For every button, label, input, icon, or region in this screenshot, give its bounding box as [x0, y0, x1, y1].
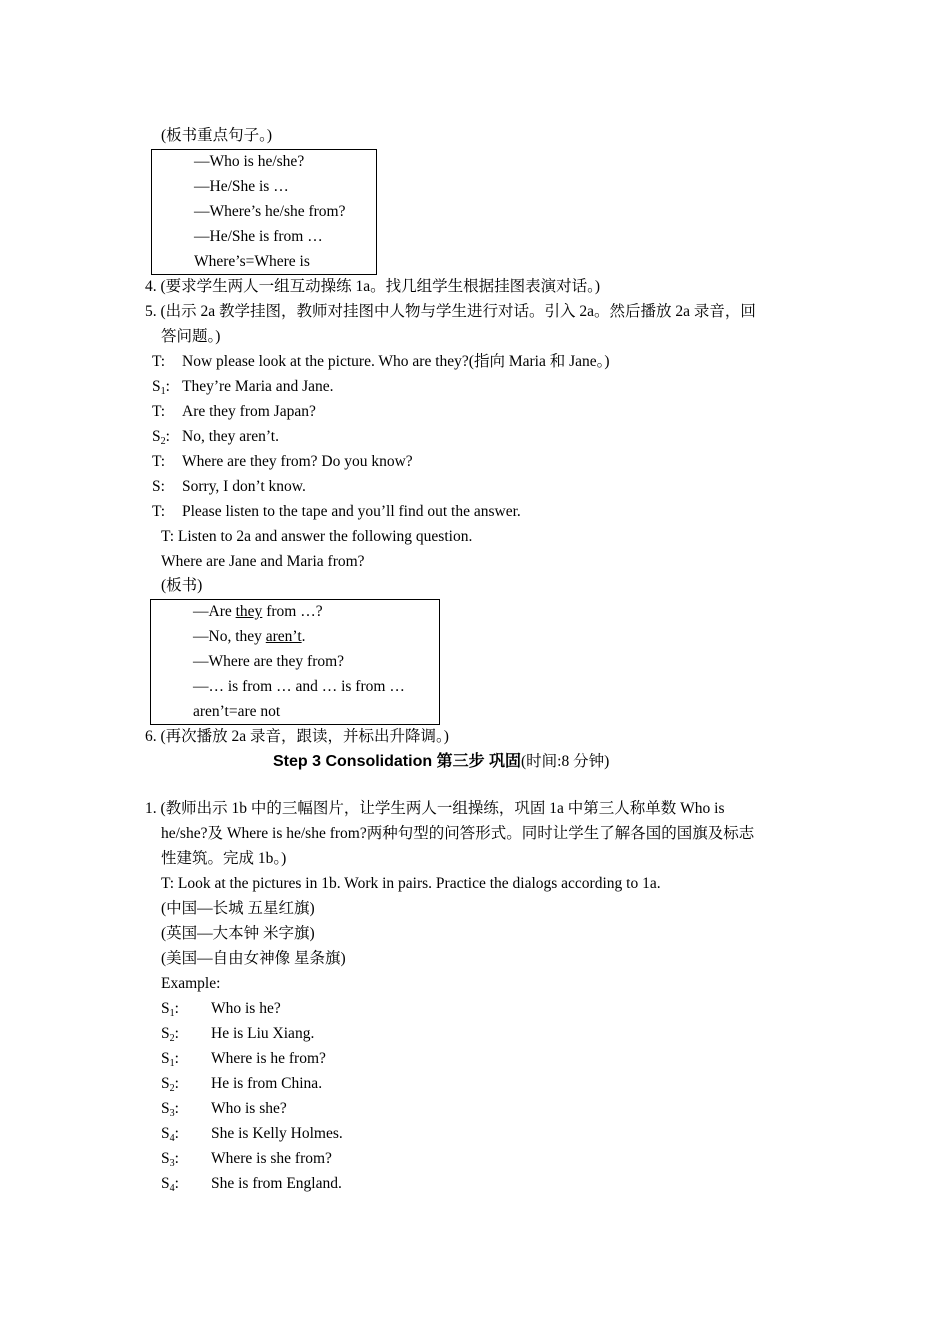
example-text: He is Liu Xiang.: [211, 1025, 315, 1042]
example-label: Example:: [161, 975, 221, 992]
example-speaker: $S_2$:: [161, 1075, 179, 1094]
dialog-text: Now please look at the picture. Who are they?(指向 Maria 和 Jane。): [182, 353, 610, 370]
example-text: Where is she from?: [211, 1150, 332, 1167]
dialog-speaker: T:: [152, 503, 166, 520]
board-box-2-line: —No, they aren’t.: [193, 628, 306, 645]
example-speaker: $S_3$:: [161, 1100, 179, 1119]
dialog-speaker: $S_1$:: [152, 378, 170, 397]
country-line: (中国—长城 五星红旗): [161, 900, 315, 917]
dialog-speaker: S:: [152, 478, 165, 495]
example-text: She is from England.: [211, 1175, 342, 1192]
example-text: Who is she?: [211, 1100, 287, 1117]
step3-item-1-line-1: 1. (教师出示 1b 中的三幅图片，让学生两人一组操练，巩固 1a 中第三人称单数 Who is: [145, 800, 725, 817]
board-box-1-line: —He/She is …: [194, 178, 289, 195]
dialog-text: Please listen to the tape and you’ll find out the answer.: [182, 503, 521, 520]
step-3-time: (时间:8 分钟): [521, 753, 610, 770]
step-3-heading: Step 3 Consolidation 第三步 巩固(时间:8 分钟): [273, 753, 610, 770]
dialog-speaker: T:: [152, 353, 166, 370]
board-box-1-line: —Who is he/she?: [194, 153, 305, 170]
item-5-line-1: 5. (出示 2a 教学挂图，教师对挂图中人物与学生进行对话。引入 2a。然后播放 2a 录音，回: [145, 303, 756, 320]
look-line: T: Look at the pictures in 1b. Work in pairs. Practice the dialogs according to 1a.: [161, 875, 661, 892]
dialog-speaker: $S_2$:: [152, 428, 170, 447]
question-line: Where are Jane and Maria from?: [161, 553, 365, 570]
example-text: Who is he?: [211, 1000, 281, 1017]
country-line: (英国—大本钟 米字旗): [161, 925, 315, 942]
dialog-text: They’re Maria and Jane.: [182, 378, 334, 395]
board-label: (板书重点句子。): [161, 127, 273, 144]
example-text: She is Kelly Holmes.: [211, 1125, 343, 1142]
step3-item-1-line-3: 性建筑。完成 1b。): [161, 850, 287, 867]
listen-line: T: Listen to 2a and answer the following question.: [161, 528, 473, 545]
example-speaker: $S_4$:: [161, 1175, 179, 1194]
item-6: 6. (再次播放 2a 录音，跟读，并标出升降调。): [145, 728, 449, 745]
board-box-2-line: aren’t=are not: [193, 703, 281, 720]
step3-item-1-line-2: he/she?及 Where is he/she from?两种句型的问答形式。同时让学生了解各国的国旗及标志: [161, 825, 755, 842]
board-box-2-line: —… is from … and … is from …: [193, 678, 405, 695]
example-speaker: $S_1$:: [161, 1050, 179, 1069]
board-box-1-line: —He/She is from …: [194, 228, 323, 245]
example-text: He is from China.: [211, 1075, 323, 1092]
dialog-text: No, they aren’t.: [182, 428, 279, 445]
example-speaker: $S_4$:: [161, 1125, 179, 1144]
item-5-line-2: 答问题。): [161, 328, 221, 345]
dialog-speaker: T:: [152, 403, 166, 420]
board-box-2-line: —Where are they from?: [193, 653, 345, 670]
example-speaker: $S_2$:: [161, 1025, 179, 1044]
board-box-2-line: —Are they from …?: [193, 603, 323, 620]
example-speaker: $S_1$:: [161, 1000, 179, 1019]
board-box-1-line: —Where’s he/she from?: [194, 203, 346, 220]
item-4: 4. (要求学生两人一组互动操练 1a。找几组学生根据挂图表演对话。): [145, 278, 601, 295]
board-2-label: (板书): [161, 577, 203, 594]
dialog-text: Where are they from? Do you know?: [182, 453, 413, 470]
dialog-text: Sorry, I don’t know.: [182, 478, 306, 495]
example-text: Where is he from?: [211, 1050, 326, 1067]
board-box-1-line: Where’s=Where is: [194, 253, 310, 270]
dialog-text: Are they from Japan?: [182, 403, 316, 420]
example-speaker: $S_3$:: [161, 1150, 179, 1169]
country-line: (美国—自由女神像 星条旗): [161, 950, 346, 967]
dialog-speaker: T:: [152, 453, 166, 470]
